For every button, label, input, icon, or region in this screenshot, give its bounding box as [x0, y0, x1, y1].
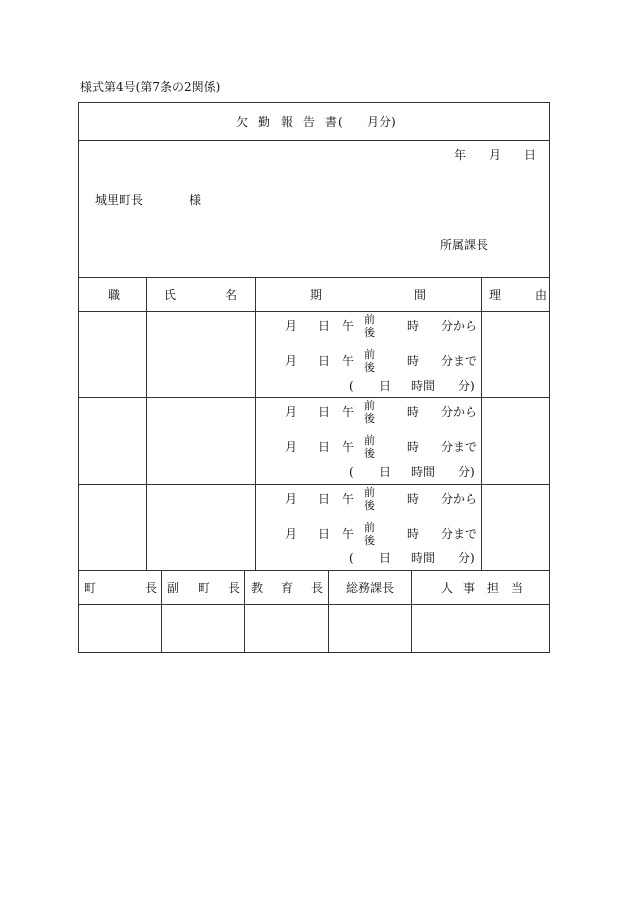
- until-hour: 時: [407, 527, 420, 541]
- from-hour: 時: [407, 492, 420, 506]
- from-hour: 時: [407, 405, 420, 419]
- addressee-honorific: 様: [189, 193, 202, 207]
- row-divider-1: [78, 397, 550, 398]
- until-meridiem: 午: [342, 440, 355, 454]
- col-line-name: [255, 277, 256, 570]
- approval-hr-2: 事: [463, 581, 476, 595]
- col-line-position: [146, 277, 147, 570]
- total-min: 分): [458, 379, 475, 393]
- approval-hr-1: 人: [441, 581, 454, 595]
- from-meridiem: 午: [342, 319, 355, 333]
- until-pm: 後: [364, 534, 375, 547]
- until-meridiem: 午: [342, 354, 355, 368]
- approval-education-3: 長: [311, 581, 324, 595]
- from-month: 月: [285, 492, 298, 506]
- column-header-divider: [78, 311, 550, 312]
- until-pm: 後: [364, 447, 375, 460]
- until-hour: 時: [407, 440, 420, 454]
- date-day: 日: [524, 148, 537, 162]
- title-divider: [78, 140, 550, 141]
- approval-mayor-2: 長: [145, 581, 158, 595]
- title-char-3: 報: [281, 115, 294, 129]
- date-year: 年: [454, 148, 467, 162]
- title-char-2: 勤: [258, 115, 271, 129]
- total-hour: 時間: [411, 465, 436, 479]
- from-pm: 後: [364, 499, 375, 512]
- col-header-name-2: 名: [225, 288, 238, 302]
- until-suffix: 分まで: [441, 440, 478, 454]
- seal-box-deputy-mayor[interactable]: [162, 605, 244, 653]
- seal-box-education[interactable]: [245, 605, 328, 653]
- total-min: 分): [458, 465, 475, 479]
- col-header-reason-2: 由: [535, 288, 548, 302]
- approval-deputy-2: 町: [198, 581, 211, 595]
- from-pm: 後: [364, 412, 375, 425]
- total-day: 日: [379, 551, 392, 565]
- until-month: 月: [285, 440, 298, 454]
- approval-general-affairs: 総務課長: [346, 581, 395, 595]
- col-header-period-1: 期: [310, 288, 323, 302]
- from-day: 日: [318, 319, 331, 333]
- col-line-period: [481, 277, 482, 570]
- from-suffix: 分から: [441, 492, 478, 506]
- from-day: 日: [318, 492, 331, 506]
- title-char-4: 告: [303, 115, 316, 129]
- row-divider-3: [78, 570, 550, 571]
- title-month-open: (: [338, 115, 343, 129]
- until-day: 日: [318, 354, 331, 368]
- addressee-name: 城里町長: [95, 193, 144, 207]
- seal-box-general-affairs[interactable]: [329, 605, 411, 653]
- total-open: (: [349, 465, 354, 479]
- approval-deputy-3: 長: [228, 581, 241, 595]
- col-header-position: 職: [108, 288, 121, 302]
- total-day: 日: [379, 379, 392, 393]
- from-am: 前: [364, 399, 375, 412]
- from-am: 前: [364, 486, 375, 499]
- from-meridiem: 午: [342, 405, 355, 419]
- approval-education-2: 育: [281, 581, 294, 595]
- col-header-reason-1: 理: [489, 288, 502, 302]
- until-meridiem: 午: [342, 527, 355, 541]
- date-month: 月: [489, 148, 502, 162]
- from-month: 月: [285, 319, 298, 333]
- until-day: 日: [318, 440, 331, 454]
- until-suffix: 分まで: [441, 527, 478, 541]
- until-month: 月: [285, 354, 298, 368]
- title-char-5: 書: [325, 115, 338, 129]
- from-suffix: 分から: [441, 405, 478, 419]
- approval-deputy-1: 副: [167, 581, 180, 595]
- from-am: 前: [364, 313, 375, 326]
- total-min: 分): [458, 551, 475, 565]
- title-char-1: 欠: [236, 115, 249, 129]
- until-am: 前: [364, 348, 375, 361]
- from-hour: 時: [407, 319, 420, 333]
- total-hour: 時間: [411, 379, 436, 393]
- col-header-period-2: 間: [414, 288, 427, 302]
- department-head-label: 所属課長: [440, 238, 489, 252]
- from-pm: 後: [364, 326, 375, 339]
- total-open: (: [349, 379, 354, 393]
- total-day: 日: [379, 465, 392, 479]
- until-day: 日: [318, 527, 331, 541]
- title-month-suffix: 月分): [367, 115, 396, 129]
- from-meridiem: 午: [342, 492, 355, 506]
- header-divider: [78, 277, 550, 278]
- until-hour: 時: [407, 354, 420, 368]
- row-divider-2: [78, 484, 550, 485]
- total-hour: 時間: [411, 551, 436, 565]
- total-open: (: [349, 551, 354, 565]
- from-suffix: 分から: [441, 319, 478, 333]
- form-number-label: 様式第4号(第7条の2関係): [80, 80, 221, 94]
- approval-hr-4: 当: [511, 581, 524, 595]
- until-suffix: 分まで: [441, 354, 478, 368]
- approval-education-1: 教: [251, 581, 264, 595]
- approval-mayor-1: 町: [84, 581, 97, 595]
- until-month: 月: [285, 527, 298, 541]
- seal-box-hr[interactable]: [412, 605, 549, 653]
- from-month: 月: [285, 405, 298, 419]
- until-pm: 後: [364, 361, 375, 374]
- col-header-name-1: 氏: [164, 288, 177, 302]
- from-day: 日: [318, 405, 331, 419]
- seal-box-mayor[interactable]: [79, 605, 161, 653]
- approval-hr-3: 担: [487, 581, 500, 595]
- until-am: 前: [364, 521, 375, 534]
- until-am: 前: [364, 434, 375, 447]
